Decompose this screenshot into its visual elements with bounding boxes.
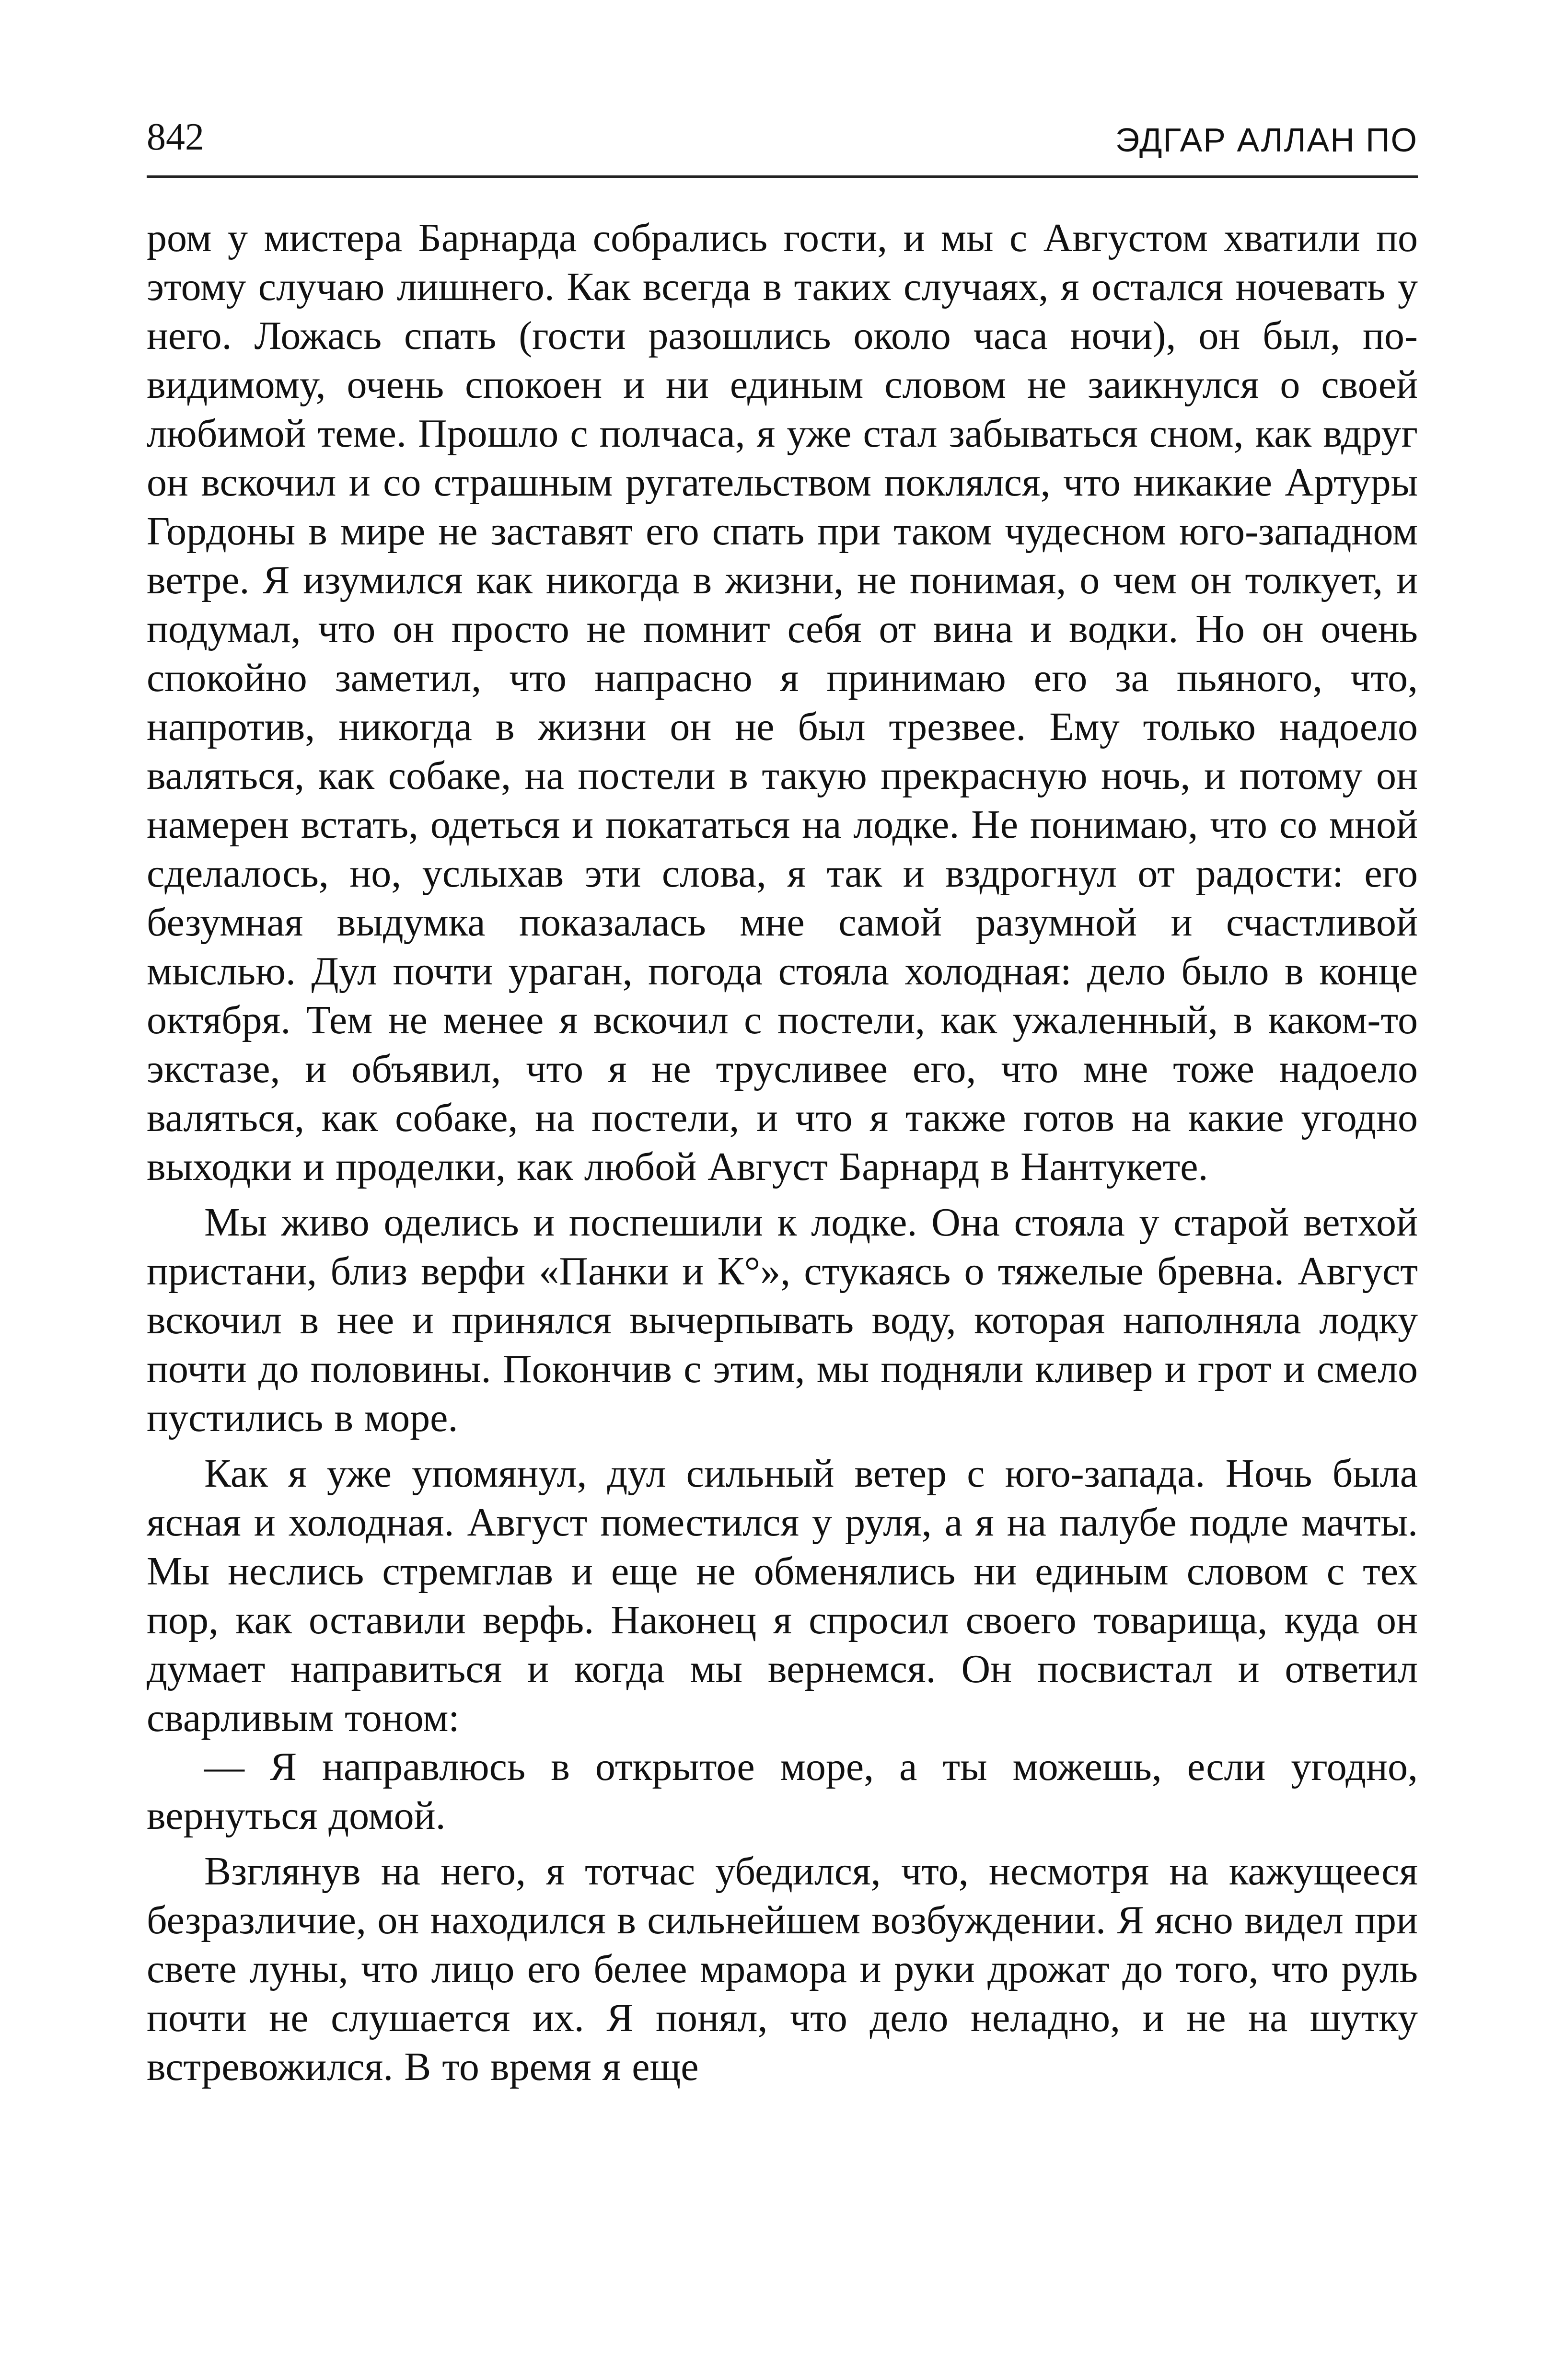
running-title: ЭДГАР АЛЛАН ПО: [1115, 121, 1418, 159]
main-text: [147, 214, 1418, 2091]
paragraph: Мы живо оделись и поспешили к лодке. Она стояла у старой ветхой пристани, близ верфи «Панки и К°», стукаясь о тяжелые бревна. Август вскочил в нее и принялся вычерпывать воду, которая наполняла лодку почти до половины. Покончив с этим, мы подняли кливер и грот и смело пустились в море.: [147, 1200, 1418, 1440]
paragraph: ром у мистера Барнарда собрались гости, и мы с Августом хватили по этому случаю лишнего. Как всегда в таких случаях, я остался ночевать у него. Ложась спать (гости разошлись около часа ночи), он был, по-видимому, очень спокоен и ни единым словом не заикнулся о своей любимой теме. Прошло с полчаса, я уже стал забываться сном, как вдруг он вскочил и со страшным ругательством поклялся, что никакие Артуры Гордоны в мире не заставят его спать при таком чудесном юго-западном ветре. Я изумился как никогда в жизни, не понимая, о чем он толкует, и подумал, что он просто не помнит себя от вина и водки. Но он очень спокойно заметил, что напрасно я принимаю его за пьяного, что, напротив, никогда в жизни он не был трезвее. Ему только надоело валяться, как собаке, на постели в такую прекрасную ночь, и потому он намерен встать, одеться и покататься на лодке. Не понимаю, что со мной сделалось, но, услыхав эти слова, я так и вздрогнул от радости: его безумная выдумка показалась мне самой разумной и счастливой мыслью. Дул почти ураган, погода стояла холодная: дело было в конце октября. Тем не менее я вскочил с постели, как ужаленный, в каком-то экстазе, и объявил, что я не трусливее его, что мне тоже надоело валяться, как собаке, на постели, и что я также готов на какие угодно выходки и проделки, как любой Август Барнард в Нантукете.: [147, 216, 1418, 1189]
paragraph: Взглянув на него, я тотчас убедился, что, несмотря на кажущееся безразличие, он находился в сильнейшем возбуждении. Я ясно видел при свете луны, что лицо его белее мрамора и руки дрожат до того, что руль почти не слушается их. Я понял, что дело неладно, и не на шутку встревожился. В то время я еще: [147, 1849, 1418, 2089]
page-header: [147, 113, 1418, 178]
paragraph: Как я уже упомянул, дул сильный ветер с юго-запада. Ночь была ясная и холодная. Август поместился у руля, а я на палубе подле мачты. Мы неслись стремглав и еще не обменялись ни единым словом с тех пор, как оставили верфь. Наконец я спросил своего товарища, куда он думает направиться и когда мы вернемся. Он посвистал и ответил сварливым тоном:: [147, 1451, 1418, 1740]
page-number: 842: [147, 116, 204, 158]
dialogue-paragraph: — Я направлюсь в открытое море, а ты можешь, если угодно, вернуться домой.: [147, 1745, 1418, 1838]
